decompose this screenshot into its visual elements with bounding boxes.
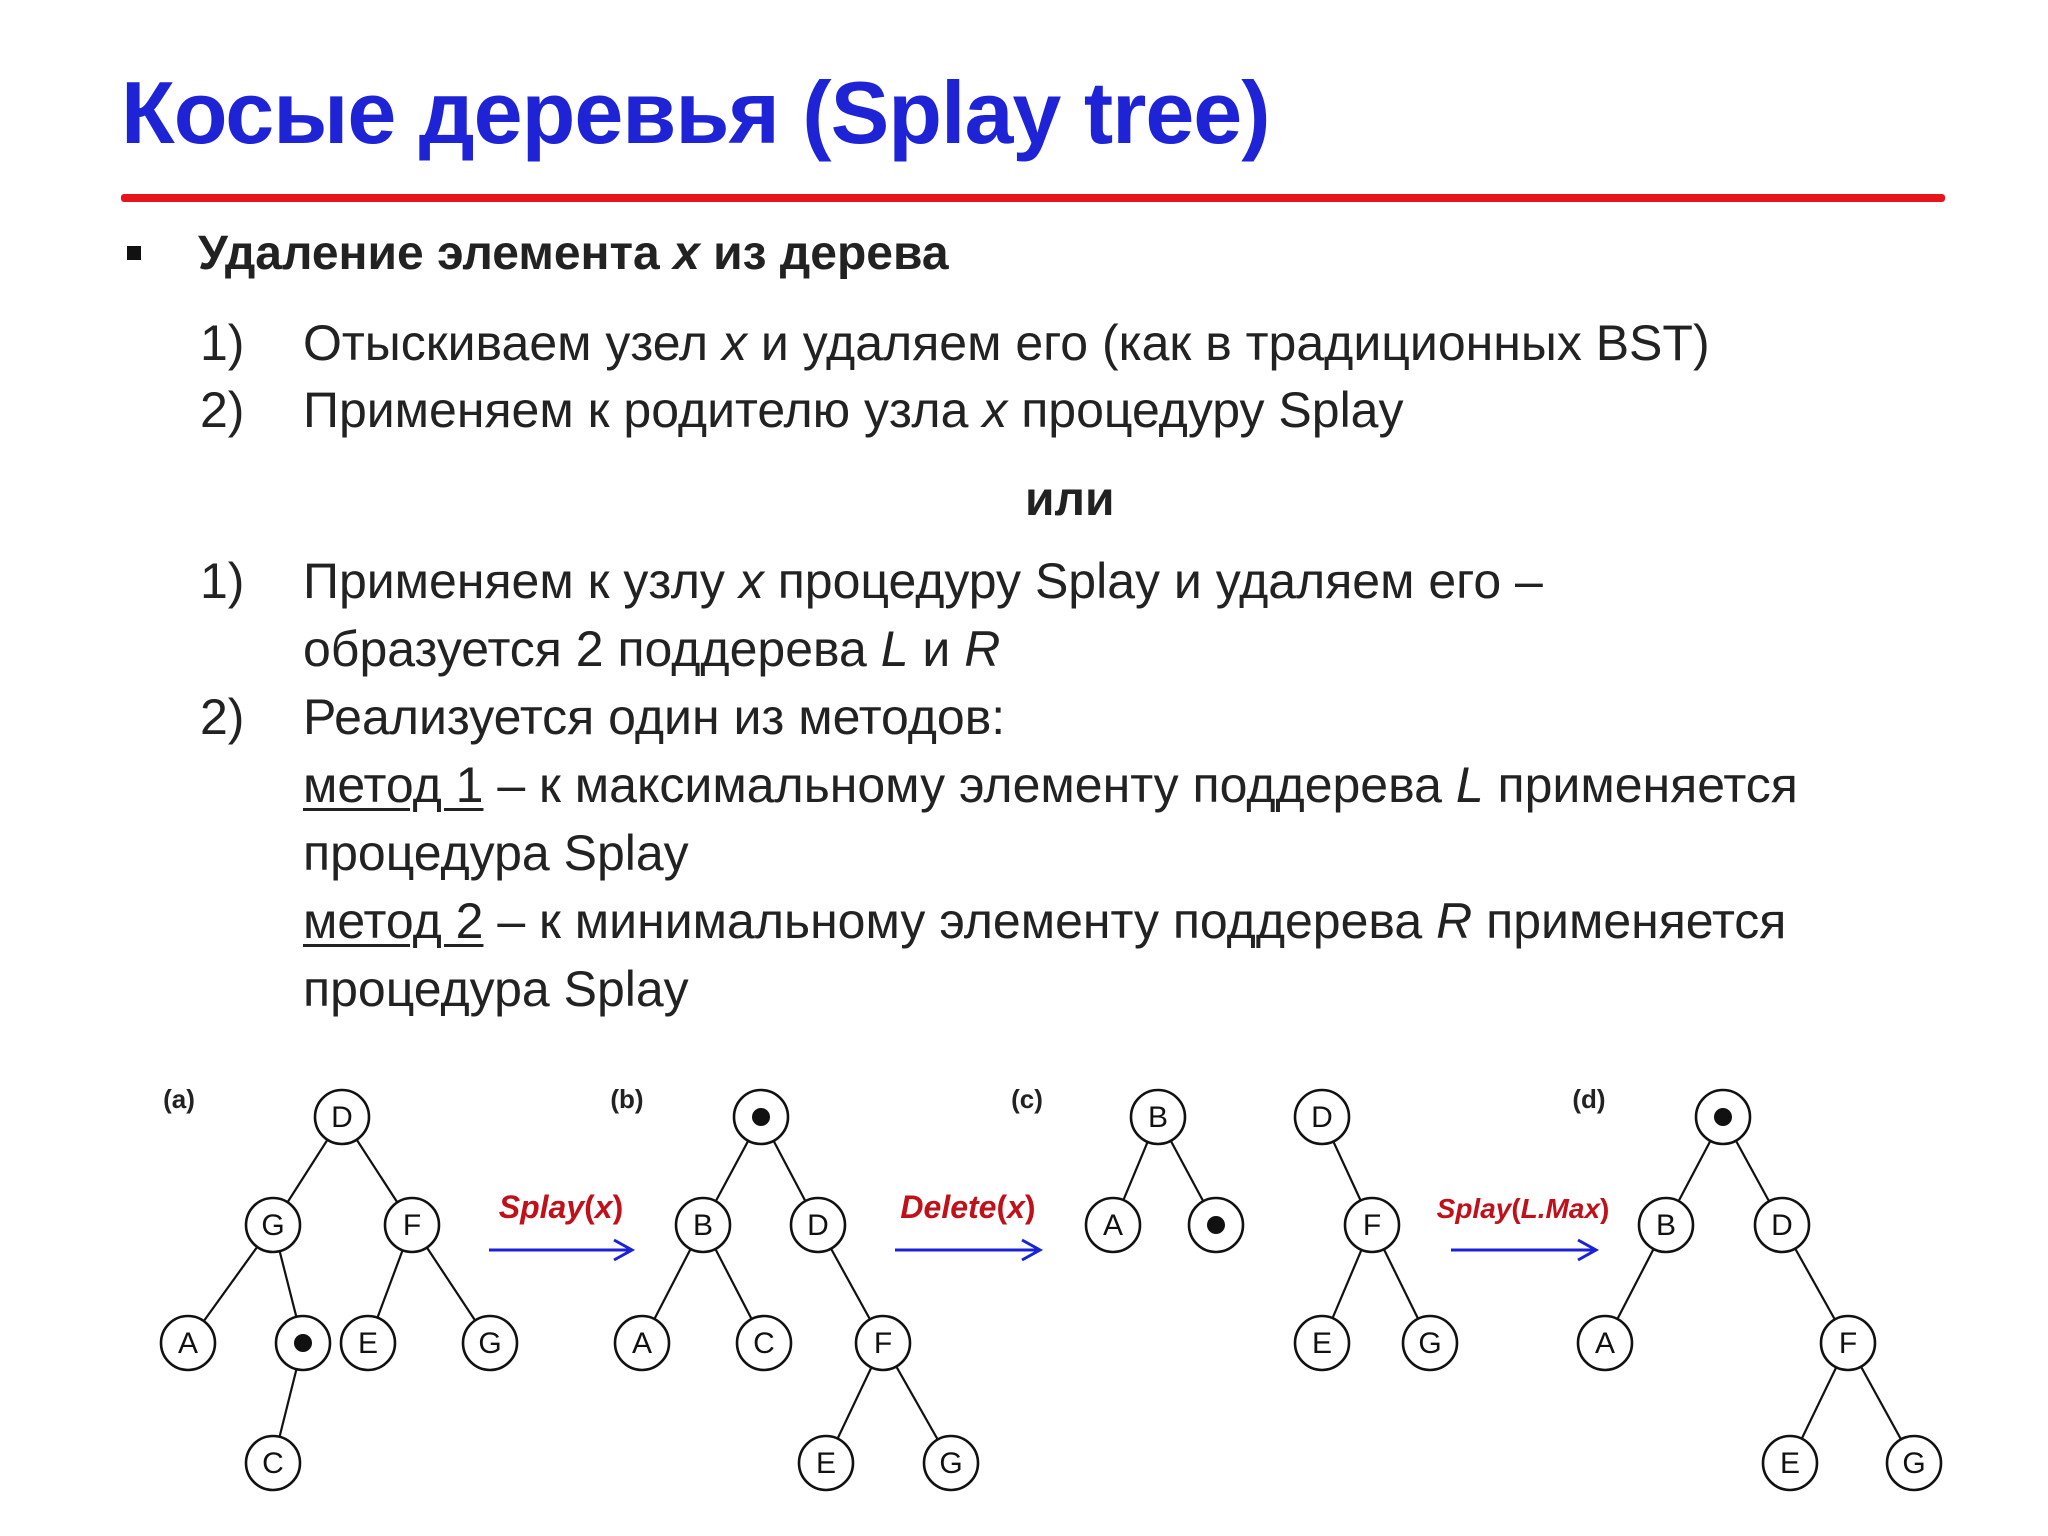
step-text: Отыскиваем узел x и удаляем его (как в традиционных BST) (303, 315, 1710, 371)
step-text: Применяем к узлу x процедуру Splay и удаляем его – (303, 553, 1543, 609)
step-number: 1) (200, 315, 245, 371)
panel-label: (c) (1011, 1084, 1043, 1114)
method-2-text: метод 2 – к минимальному элементу поддерева R применяется (303, 893, 1787, 949)
arrow-label: Splay(x) (498, 1189, 624, 1225)
panel-label: (b) (610, 1084, 644, 1114)
node-label: D (331, 1101, 353, 1134)
node-label: E (357, 1327, 379, 1360)
node-label: A (177, 1327, 199, 1360)
node-label: G (478, 1327, 502, 1360)
step-text-continued: образуется 2 поддерева L и R (303, 621, 1001, 677)
step-text: Реализуется один из методов: (303, 689, 1006, 745)
node-label: A (1594, 1327, 1616, 1360)
node-label: D (807, 1209, 829, 1242)
method-1-text: метод 1 – к максимальному элементу поддерева L применяется (303, 757, 1798, 813)
node-label: E (1779, 1447, 1801, 1480)
node-label: G (261, 1209, 285, 1242)
node-label: D (1311, 1101, 1333, 1134)
node-label: A (631, 1327, 653, 1360)
node-label: G (939, 1447, 963, 1480)
bullet-heading: Удаление элемента x из дерева (198, 227, 949, 280)
removed-node-dot (294, 1334, 312, 1352)
arrow-label: Delete(x) (900, 1189, 1036, 1225)
or-separator: или (1025, 473, 1115, 526)
node-label: E (1311, 1327, 1333, 1360)
removed-node-dot (1714, 1108, 1732, 1126)
node-label: G (1902, 1447, 1926, 1480)
node-label: C (753, 1327, 775, 1360)
step-number: 1) (200, 553, 245, 609)
node-label: C (262, 1447, 284, 1480)
step-number: 2) (200, 382, 245, 438)
arrow-label: Splay(L.Max) (1436, 1193, 1610, 1224)
removed-node-dot (752, 1108, 770, 1126)
slide-title: Косые деревья (Splay tree) (121, 63, 1270, 162)
step-text: Применяем к родителю узла x процедуру Splay (303, 382, 1404, 438)
step-number: 2) (200, 689, 245, 745)
method-1-label: метод 1 (303, 757, 484, 813)
node-label: F (1838, 1327, 1858, 1360)
node-label: B (1655, 1209, 1677, 1242)
node-label: B (692, 1209, 714, 1242)
node-label: D (1771, 1209, 1793, 1242)
node-label: A (1102, 1209, 1124, 1242)
node-label: F (1362, 1209, 1382, 1242)
method-1-text-continued: процедура Splay (303, 825, 689, 881)
method-2-label: метод 2 (303, 893, 484, 949)
node-label: E (815, 1447, 837, 1480)
node-label: B (1147, 1101, 1169, 1134)
node-label: G (1418, 1327, 1442, 1360)
panel-label: (d) (1572, 1084, 1606, 1114)
node-label: F (873, 1327, 893, 1360)
method-2-text-continued: процедура Splay (303, 961, 689, 1017)
node-label: F (402, 1209, 422, 1242)
removed-node-dot (1207, 1216, 1225, 1234)
panel-label: (a) (163, 1084, 195, 1114)
